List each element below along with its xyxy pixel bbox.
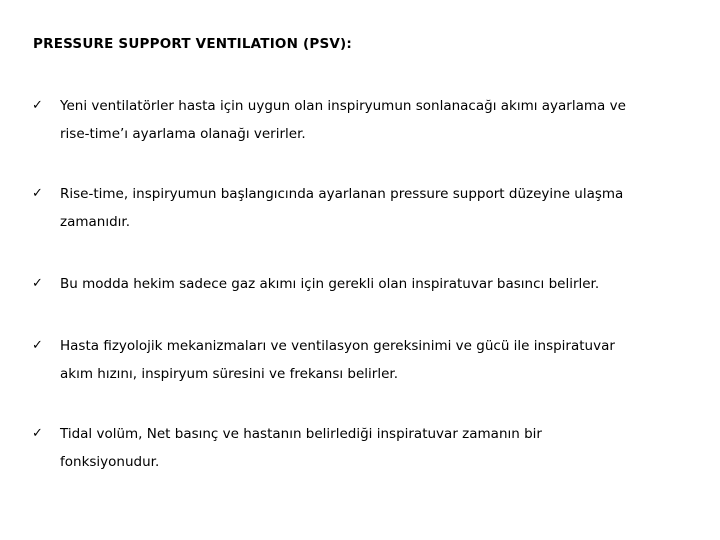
bullet-line: Bu modda hekim sadece gaz akımı için gerekli olan inspiratuvar basıncı belirler. <box>60 276 600 292</box>
bullet-line: rise-time’ı ayarlama olanağı verirler. <box>60 126 306 142</box>
check-mark-icon: ✓ <box>32 338 43 353</box>
bullet-line: fonksiyonudur. <box>60 454 160 470</box>
bullet-item-4 <box>32 332 615 388</box>
check-mark-icon: ✓ <box>32 98 43 113</box>
page-title: PRESSURE SUPPORT VENTILATION (PSV): <box>33 36 352 52</box>
check-mark-icon: ✓ <box>32 276 43 291</box>
bullet-line: Tidal volüm, Net basınç ve hastanın belirlediği inspiratuvar zamanın bir <box>60 426 542 442</box>
bullet-line: zamanıdır. <box>60 214 131 230</box>
bullet-line: Hasta fizyolojik mekanizmaları ve ventilasyon gereksinimi ve gücü ile inspiratuvar <box>60 338 615 354</box>
bullet-line: Rise-time, inspiryumun başlangıcında ayarlanan pressure support düzeyine ulaşma <box>60 186 624 202</box>
bullet-item-2 <box>32 180 623 236</box>
bullet-line: Yeni ventilatörler hasta için uygun olan inspiryumun sonlanacağı akımı ayarlama ve <box>60 98 626 114</box>
bullet-line: akım hızını, inspiryum süresini ve frekansı belirler. <box>60 366 399 382</box>
bullet-item-3 <box>32 270 599 298</box>
bullet-item-1 <box>32 92 626 148</box>
bullet-item-5 <box>32 420 542 476</box>
check-mark-icon: ✓ <box>32 186 43 201</box>
check-mark-icon: ✓ <box>32 426 43 441</box>
